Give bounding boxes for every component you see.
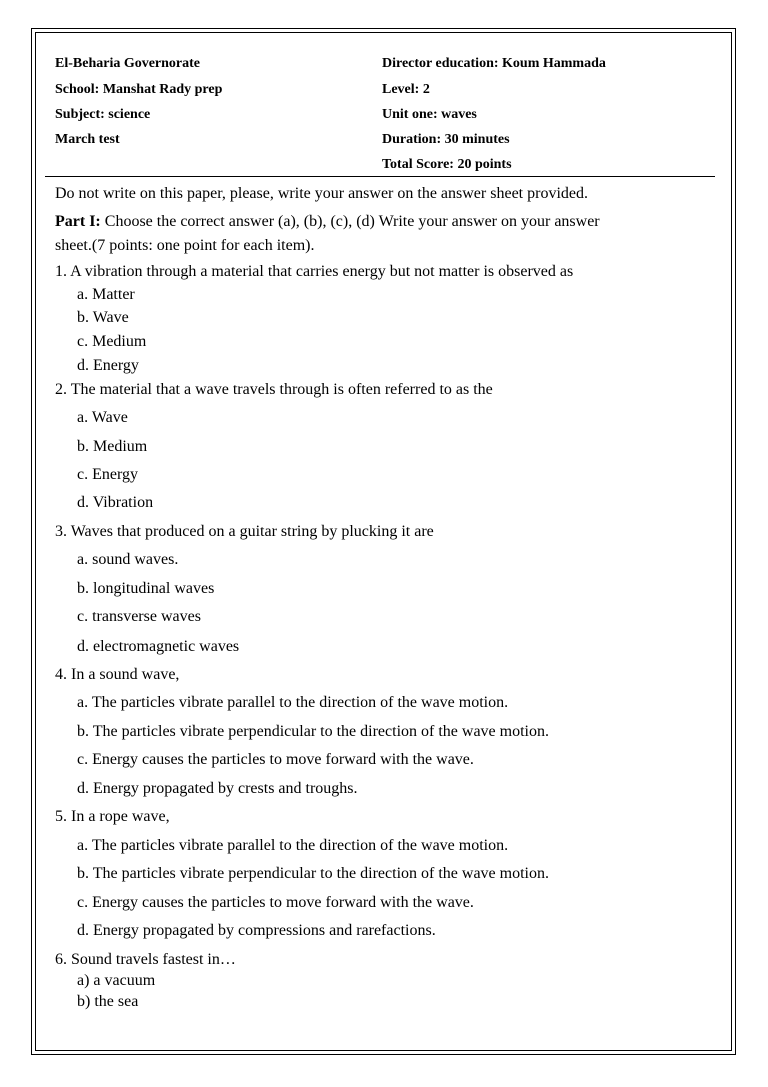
header-school: School: Manshat Rady prep bbox=[55, 82, 223, 97]
header-test: March test bbox=[55, 132, 120, 147]
header-duration: Duration: 30 minutes bbox=[382, 132, 510, 147]
question-6-option-a: a) a vacuum bbox=[77, 972, 156, 989]
part-text-line1: Choose the correct answer (a), (b), (c), (d) Write your answer on your answer bbox=[100, 213, 600, 230]
question-1-option-d: d. Energy bbox=[77, 357, 139, 374]
question-3: 3. Waves that produced on a guitar string by plucking it are bbox=[55, 523, 434, 540]
question-5-option-d: d. Energy propagated by compressions and rarefactions. bbox=[77, 922, 436, 939]
question-3-option-b: b. longitudinal waves bbox=[77, 580, 215, 597]
question-1-option-a: a. Matter bbox=[77, 286, 135, 303]
question-2-option-c: c. Energy bbox=[77, 466, 139, 483]
part-heading bbox=[55, 212, 600, 232]
instruction-note: Do not write on this paper, please, write your answer on the answer sheet provided. bbox=[55, 185, 588, 202]
header-level: Level: 2 bbox=[382, 82, 430, 97]
question-4-option-c: c. Energy causes the particles to move forward with the wave. bbox=[77, 751, 474, 768]
question-2-option-d: d. Vibration bbox=[77, 494, 154, 511]
question-2-option-b: b. Medium bbox=[77, 438, 148, 455]
question-1-option-c: c. Medium bbox=[77, 333, 147, 350]
question-5-option-c: c. Energy causes the particles to move forward with the wave. bbox=[77, 894, 474, 911]
question-6: 6. Sound travels fastest in… bbox=[55, 951, 236, 968]
question-6-option-b: b) the sea bbox=[77, 993, 139, 1010]
question-1: 1. A vibration through a material that carries energy but not matter is observed as bbox=[55, 263, 574, 280]
question-5-option-b: b. The particles vibrate perpendicular to the direction of the wave motion. bbox=[77, 865, 549, 882]
header-subject: Subject: science bbox=[55, 107, 151, 122]
header-total-score: Total Score: 20 points bbox=[382, 157, 512, 172]
question-4-option-b: b. The particles vibrate perpendicular to the direction of the wave motion. bbox=[77, 723, 549, 740]
question-2: 2. The material that a wave travels through is often referred to as the bbox=[55, 381, 493, 398]
part-text-line2: sheet.(7 points: one point for each item). bbox=[55, 237, 315, 254]
question-4-option-d: d. Energy propagated by crests and troughs. bbox=[77, 780, 358, 797]
question-2-option-a: a. Wave bbox=[77, 409, 128, 426]
question-5: 5. In a rope wave, bbox=[55, 808, 170, 825]
question-4-option-a: a. The particles vibrate parallel to the direction of the wave motion. bbox=[77, 694, 509, 711]
header-unit: Unit one: waves bbox=[382, 107, 477, 122]
question-4: 4. In a sound wave, bbox=[55, 666, 180, 683]
header-director: Director education: Koum Hammada bbox=[382, 56, 606, 71]
question-5-option-a: a. The particles vibrate parallel to the direction of the wave motion. bbox=[77, 837, 509, 854]
header-divider bbox=[45, 176, 715, 177]
question-3-option-d: d. electromagnetic waves bbox=[77, 638, 240, 655]
question-1-option-b: b. Wave bbox=[77, 309, 129, 326]
part-label: Part I: bbox=[55, 213, 101, 230]
question-3-option-a: a. sound waves. bbox=[77, 551, 179, 568]
question-3-option-c: c. transverse waves bbox=[77, 608, 201, 625]
header-governorate: El-Beharia Governorate bbox=[55, 56, 201, 71]
